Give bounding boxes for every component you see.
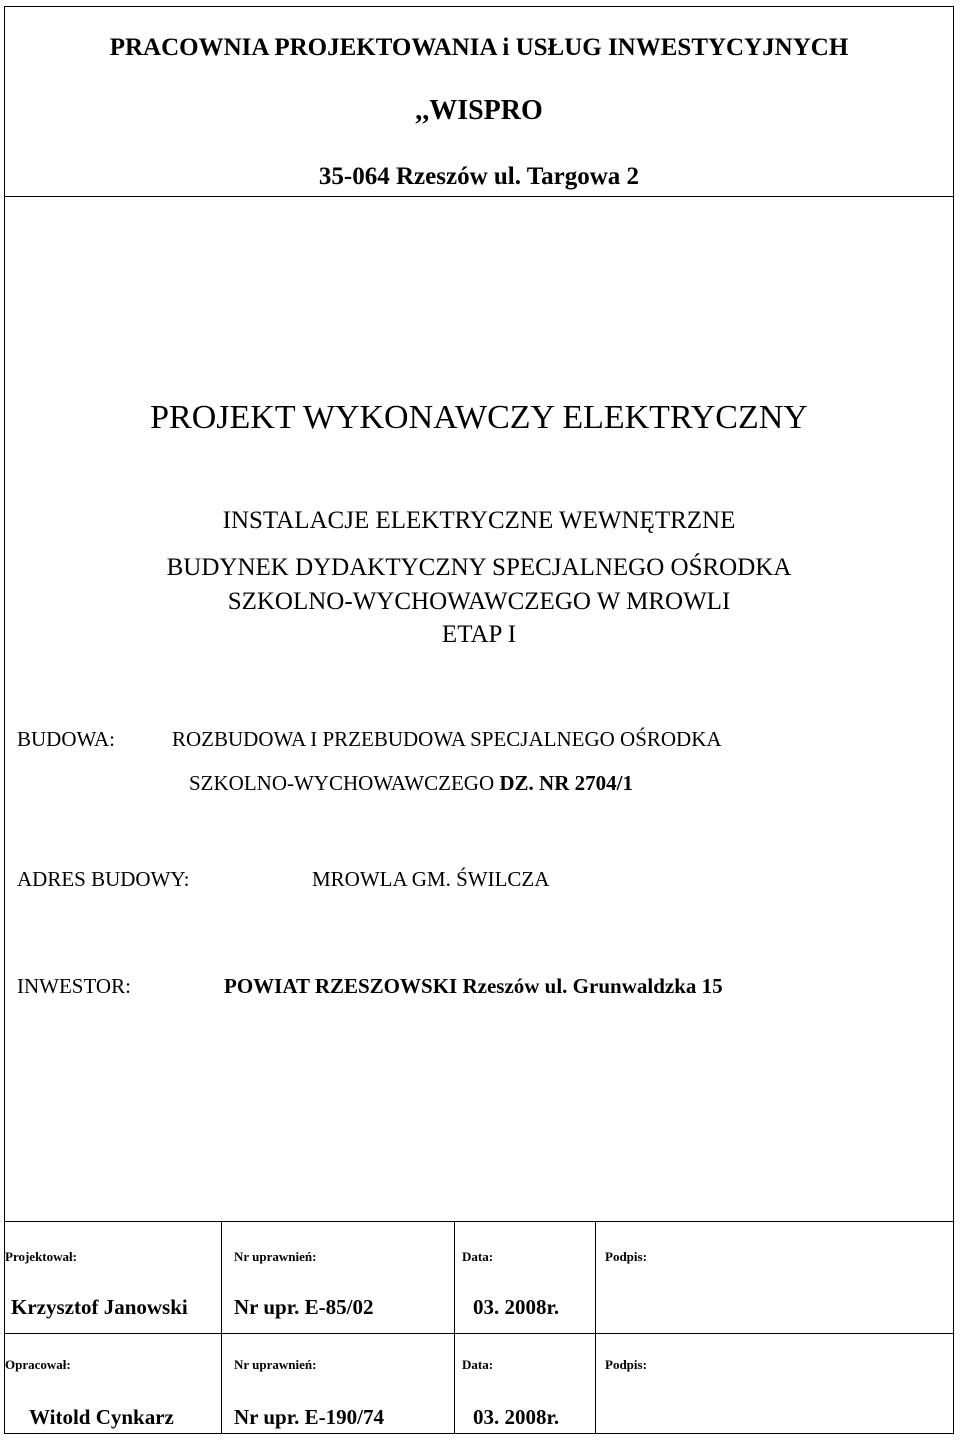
project-title: PROJEKT WYKONAWCZY ELEKTRYCZNY <box>150 399 808 436</box>
budowa-label: BUDOWA: <box>17 727 115 751</box>
firm-address: 35-064 Rzeszów ul. Targowa 2 <box>318 163 640 190</box>
table-col-divider-1 <box>221 1221 222 1433</box>
firm-name: PRACOWNIA PROJEKTOWANIA i USŁUG INWESTYCYJNYCH <box>109 34 849 61</box>
date-header-1: Data: <box>462 1249 494 1264</box>
header-divider <box>5 196 953 197</box>
signature-header-2: Podpis: <box>605 1357 647 1372</box>
firm-short-name: ,,WISPRO <box>415 95 543 126</box>
designer-date: 03. 2008r. <box>473 1295 560 1319</box>
table-col-divider-3 <box>595 1221 596 1433</box>
license-header-2: Nr uprawnień: <box>234 1357 317 1372</box>
drafter-name: Witold Cynkarz <box>29 1405 174 1429</box>
signature-header-1: Podpis: <box>605 1249 647 1264</box>
inwestor-label: INWESTOR: <box>17 974 131 998</box>
role-label-drafter: Opracował: <box>5 1357 71 1372</box>
budowa-value-plain: SZKOLNO-WYCHOWAWCZEGO <box>189 771 500 795</box>
title-page <box>4 6 954 1434</box>
role-label-designer: Projektował: <box>5 1249 77 1264</box>
subtitle-line-2: BUDYNEK DYDAKTYCZNY SPECJALNEGO OŚRODKA <box>166 554 792 581</box>
table-row-divider <box>5 1333 953 1334</box>
subtitle-line-3: SZKOLNO-WYCHOWAWCZEGO W MROWLI <box>227 588 731 615</box>
subtitle-line-4: ETAP I <box>441 621 517 648</box>
budowa-value-line-1: ROZBUDOWA I PRZEBUDOWA SPECJALNEGO OŚRODKA <box>172 727 722 751</box>
table-top-border <box>5 1221 953 1222</box>
subtitle-line-1: INSTALACJE ELEKTRYCZNE WEWNĘTRZNE <box>222 507 736 534</box>
date-header-2: Data: <box>462 1357 494 1372</box>
designer-license: Nr upr. E-85/02 <box>234 1295 374 1319</box>
table-col-divider-2 <box>454 1221 455 1433</box>
budowa-value-line-2 <box>189 773 633 794</box>
plot-number: DZ. NR 2704/1 <box>499 771 633 795</box>
drafter-license: Nr upr. E-190/74 <box>234 1405 384 1429</box>
adres-label: ADRES BUDOWY: <box>17 867 190 891</box>
adres-value: MROWLA GM. ŚWILCZA <box>312 867 550 891</box>
license-header-1: Nr uprawnień: <box>234 1249 317 1264</box>
inwestor-value: POWIAT RZESZOWSKI Rzeszów ul. Grunwaldzka 15 <box>224 974 723 998</box>
drafter-date: 03. 2008r. <box>473 1405 560 1429</box>
designer-name: Krzysztof Janowski <box>11 1295 188 1319</box>
